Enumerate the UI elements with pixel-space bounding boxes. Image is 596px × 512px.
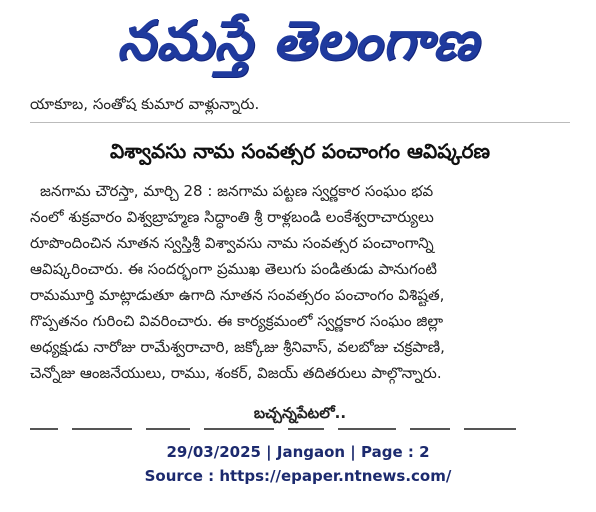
article-body-line: రామమూర్తి మాట్లాడుతూ ఉగాది నూతన సంవత్సరం పంచాంగం విశిష్టత, xyxy=(30,286,445,304)
article-clipping xyxy=(30,86,570,434)
article-body xyxy=(30,178,570,386)
edition-info: 29/03/2025 | Jangaon | Page : 2 xyxy=(166,443,430,461)
article-body-line: గొప్పతనం గురించి వివరించారు. ఈ కార్యక్రమంలో స్వర్ణకార సంఘం జిల్లా xyxy=(30,312,444,330)
article-body-line: నంలో శుక్రవారం విశ్వబ్రాహ్మణ సిద్ధాంతి శ్రీ రాళ్లబండి లంకేశ్వరాచార్యులు xyxy=(30,208,434,226)
article-body-line: చెన్నోజు ఆంజనేయులు, రాము, శంకర్, విజయ్ తదితరులు పాల్గొన్నారు. xyxy=(30,364,442,382)
article-body-line: రూపొందించిన నూతన స్వస్తిశ్రీ విశ్వావసు నామ సంవత్సర పంచాంగాన్ని xyxy=(30,234,434,252)
clipping-footer xyxy=(0,440,596,488)
article-body-line: అధ్యక్షుడు నారోజు రామేశ్వరాచారి, జక్కోజు శ్రీనివాస్, వలబోజు చక్రపాణి, xyxy=(30,338,445,356)
article-body-line: ఆవిష్కరించారు. ఈ సందర్భంగా ప్రముఖ తెలుగు పండితుడు పానుగంటి xyxy=(30,260,437,278)
article-body-line: జనగామ చౌరస్తా, మార్చి 28 : జనగామ పట్టణ స్వర్ణకార సంఘం భవ xyxy=(40,182,434,200)
next-section-subhead: బచ్చన్నపేటలో.. xyxy=(253,404,347,422)
newspaper-logo-title: నమస్తే తెలంగాణ xyxy=(117,8,479,72)
article-headline: విశ్వావసు నామ సంవత్సర పంచాంగం ఆవిష్కరణ xyxy=(109,139,490,163)
previous-article-tail: యాకూబ, సంతోష కుమార వాళ్లున్నారు. xyxy=(30,95,260,113)
source-info: Source : https://epaper.ntnews.com/ xyxy=(144,467,452,485)
cut-off-text-fragment xyxy=(30,426,570,434)
newspaper-masthead xyxy=(0,0,596,84)
section-divider xyxy=(30,122,570,123)
